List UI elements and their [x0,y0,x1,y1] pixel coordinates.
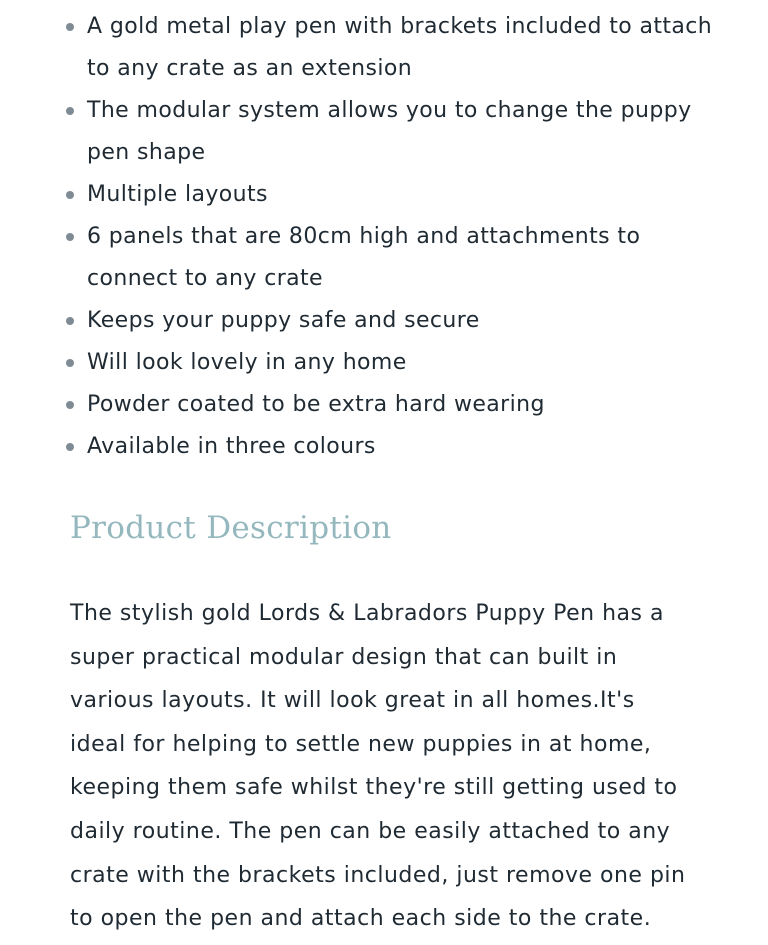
feature-item [66,174,726,216]
bullet-icon [66,317,74,325]
feature-list [66,6,726,468]
product-description-text: The stylish gold Lords & Labradors Puppy Pen has a super practical modular design that can built in various layouts. It will look great in all homes.It's ideal for helping to settle new puppies in at home, keeping them safe whilst they're still getting used to daily routine. The pen can be easily attached to any crate with the brackets included, just remove one pin to open the pen and attach each side to the crate. [70,601,686,932]
product-description-heading: Product Description [70,510,392,546]
feature-item-text: Powder coated to be extra hard wearing [87,392,545,417]
feature-item [66,426,726,468]
feature-item-text: 6 panels that are 80cm high and attachments to connect to any crate [87,224,641,291]
bullet-icon [66,401,74,409]
feature-item [66,90,726,174]
feature-item-text: Keeps your puppy safe and secure [87,308,480,333]
bullet-icon [66,191,74,199]
feature-item [66,342,726,384]
bullet-icon [66,443,74,451]
feature-item [66,300,726,342]
feature-item-text: Multiple layouts [87,182,268,207]
feature-item [66,384,726,426]
feature-item [66,216,726,300]
feature-item-text: A gold metal play pen with brackets included to attach to any crate as an extension [87,14,713,81]
feature-item-text: Available in three colours [87,434,376,459]
bullet-icon [66,233,74,241]
bullet-icon [66,107,74,115]
bullet-icon [66,23,74,31]
feature-item [66,6,726,90]
bullet-icon [66,359,74,367]
feature-item-text: The modular system allows you to change the puppy pen shape [87,98,692,165]
feature-item-text: Will look lovely in any home [87,350,407,375]
